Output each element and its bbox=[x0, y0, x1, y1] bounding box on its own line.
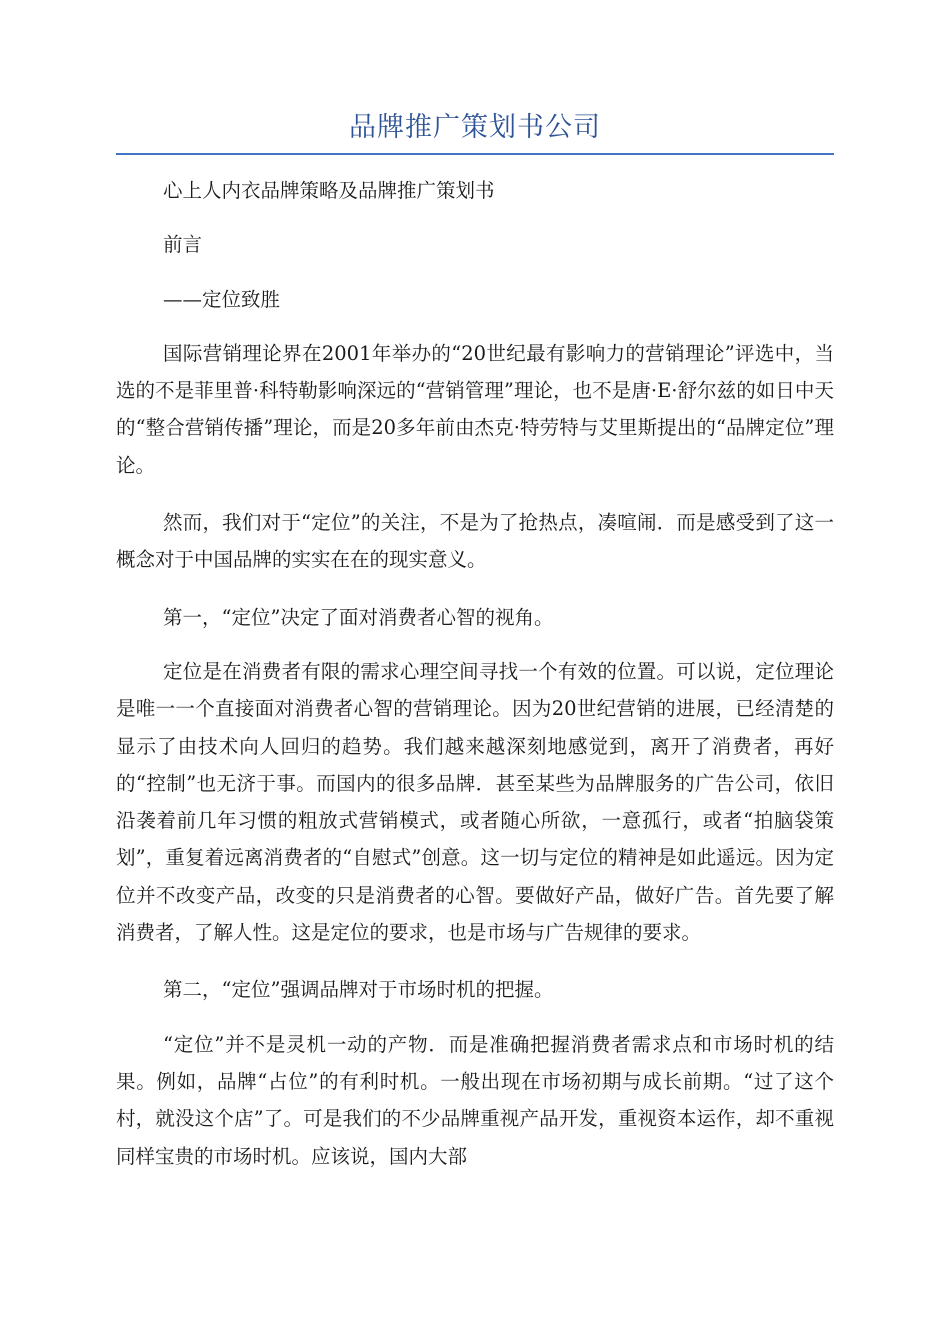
paragraph-preface-tagline: ——定位致胜 bbox=[163, 287, 281, 311]
paragraph-point-one-body: 定位是在消费者有限的需求心理空间寻找一个有效的位置。可以说，定位理论是唯一一个直接面对消费者心智的营销理论。因为20世纪营销的进展，已经清楚的显示了由技术向人回归的趋势。我们越来越深刻地感觉到，离开了消费者，再好的“控制”也无济于事。而国内的很多品牌．甚至某些为品牌服务的广告公司，依旧沿袭着前几年习惯的粗放式营销模式，或者随心所欲，一意孤行，或者“拍脑袋策划”，重复着远离消费者的“自慰式”创意。这一切与定位的精神是如此遥远。因为定位并不改变产品，改变的只是消费者的心智。要做好产品，做好广告。首先要了解消费者，了解人性。这是定位的要求，也是市场与广告规律的要求。 bbox=[116, 659, 834, 945]
paragraph-point-two-heading: 第二，“定位”强调品牌对于市场时机的把握。 bbox=[163, 978, 554, 1002]
paragraph-preface-heading: 前言 bbox=[163, 233, 203, 257]
document-title: 品牌推广策划书公司 bbox=[349, 112, 601, 143]
paragraph-point-one-heading: 第一，“定位”决定了面对消费者心智的视角。 bbox=[163, 605, 554, 629]
paragraph-subtitle: 心上人内衣品牌策略及品牌推广策划书 bbox=[163, 179, 495, 202]
title-underline bbox=[116, 153, 834, 155]
document-body bbox=[116, 172, 834, 1195]
paragraph-significance: 然而，我们对于“定位”的关注，不是为了抢热点，凑喧闹．而是感受到了这一概念对于中国品牌的实实在在的现实意义。 bbox=[116, 511, 834, 572]
paragraph-intro: 国际营销理论界在2001年举办的“20世纪最有影响力的营销理论”评选中，当选的不是菲里普·科特勒影响深远的“营销管理”理论，也不是唐·E·舒尔兹的如日中天的“整合营销传播”理论，而是20多年前由杰克·特劳特与艾里斯提出的“品牌定位”理论。 bbox=[116, 341, 834, 477]
paragraph-point-two-body: “定位”并不是灵机一动的产物．而是准确把握消费者需求点和市场时机的结果。例如，品牌“占位”的有利时机。一般出现在市场初期与成长前期。“过了这个村，就没这个店”了。可是我们的不少品牌重视产品开发，重视资本运作，却不重视同样宝贵的市场时机。应该说，国内大部 bbox=[116, 1032, 834, 1168]
